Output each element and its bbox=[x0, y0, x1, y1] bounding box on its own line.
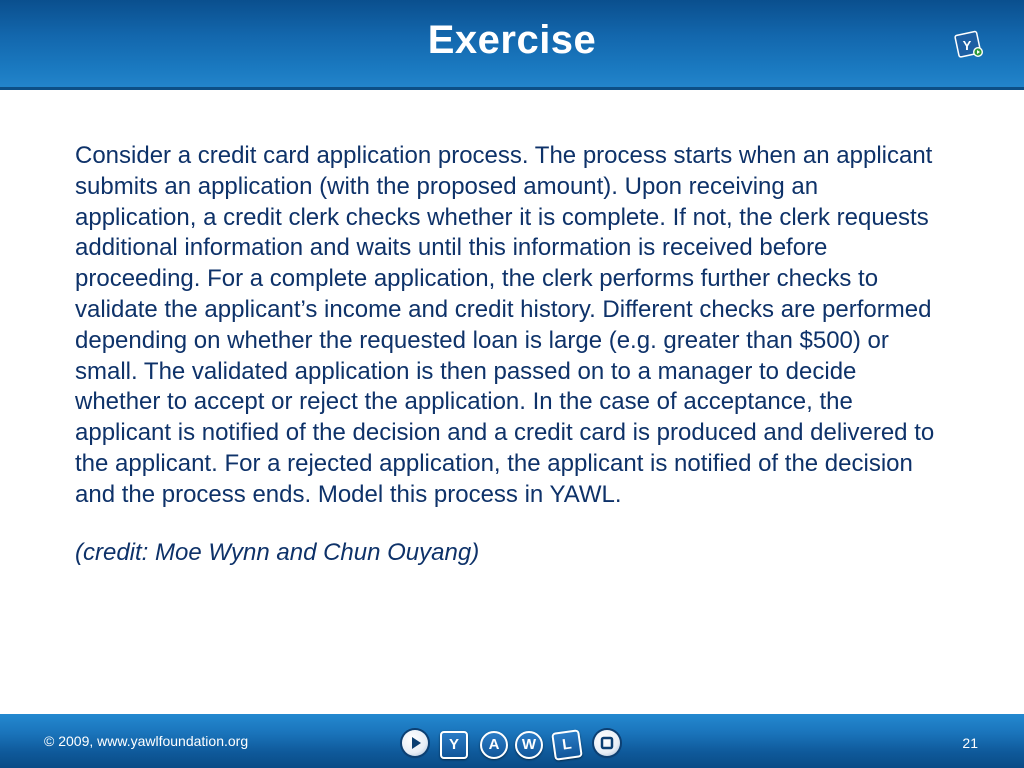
slide-footer bbox=[0, 714, 1024, 768]
credit-line: (credit: Moe Wynn and Chun Ouyang) bbox=[75, 538, 480, 566]
yawl-nav-bar bbox=[398, 727, 622, 759]
nav-letter-l[interactable]: L bbox=[551, 729, 583, 761]
stop-icon[interactable] bbox=[594, 730, 620, 756]
slide-header bbox=[0, 0, 1024, 90]
page-number: 21 bbox=[962, 735, 978, 751]
exercise-description: Consider a credit card application process. The process starts when an applicant submits an application (with the proposed amount). Upon receiving an application, a credit clerk checks whether it is complete. If not, the clerk requests additional information and waits until this information is received before proceeding. For a complete application, the clerk performs further checks to validate the applicant’s income and credit history. Different checks are performed depending on whether the requested loan is large (e.g. greater than $500) or small. The validated application is then passed on to a manager to decide whether to accept or reject the application. In the case of acceptance, the applicant is notified of the decision and a credit card is produced and delivered to the applicant. For a rejected application, the applicant is notified of the decision and the process ends. Model this process in YAWL. bbox=[75, 142, 935, 508]
yawl-logo-icon bbox=[954, 30, 984, 60]
nav-letter-w[interactable]: W bbox=[515, 731, 543, 759]
copyright-text: © 2009, www.yawlfoundation.org bbox=[44, 733, 249, 749]
nav-letter-a[interactable]: A bbox=[480, 731, 508, 759]
logo-letter: Y bbox=[962, 38, 972, 53]
play-icon[interactable] bbox=[402, 730, 428, 756]
nav-letter-y[interactable]: Y bbox=[440, 731, 468, 759]
slide-content bbox=[75, 141, 935, 568]
slide-title: Exercise bbox=[427, 18, 597, 62]
